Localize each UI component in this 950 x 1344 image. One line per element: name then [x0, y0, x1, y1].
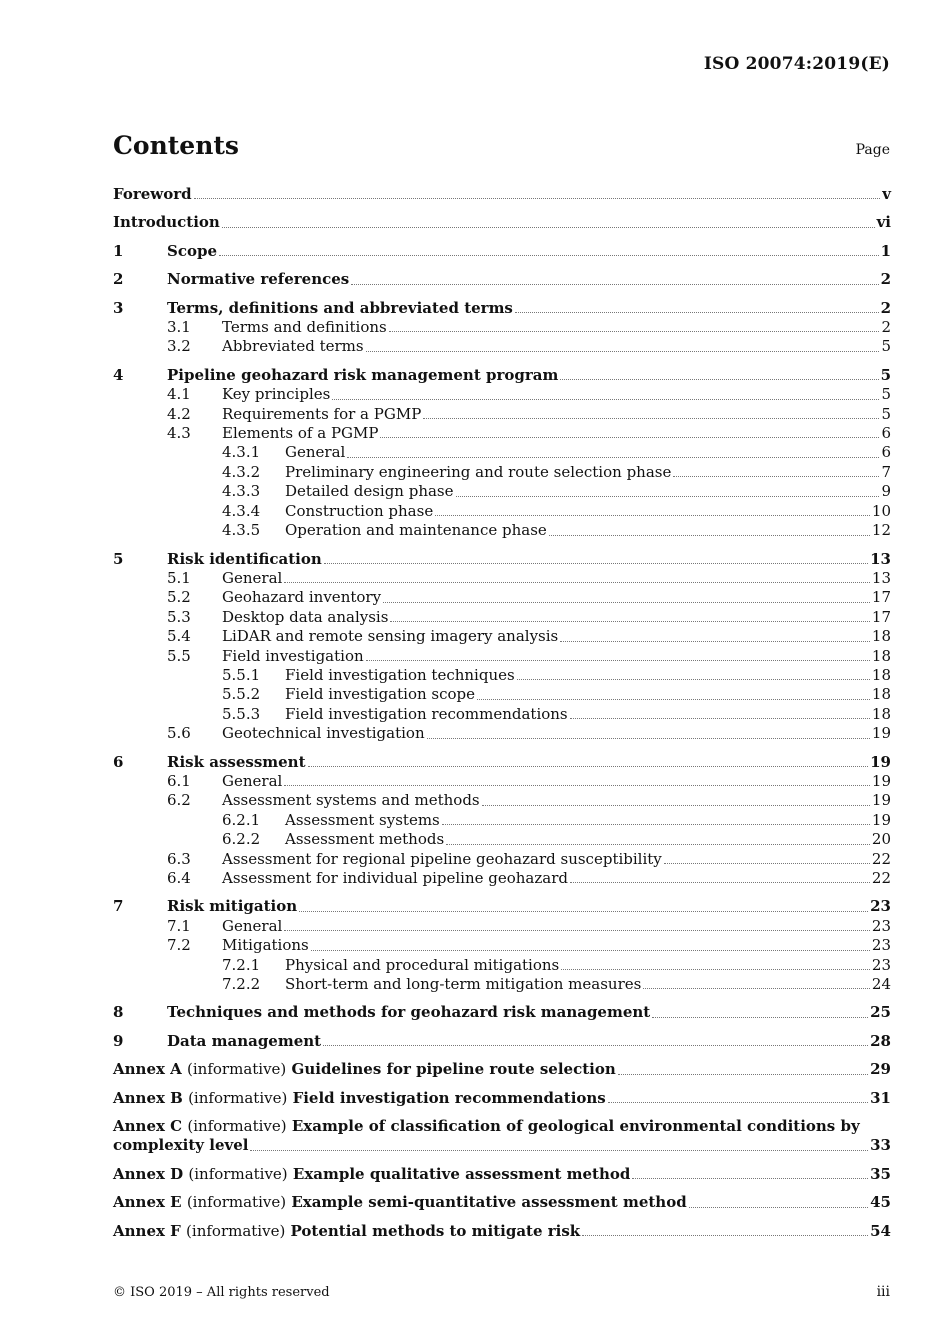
leader-dots — [689, 1207, 868, 1208]
toc-entry-5-1[interactable] — [113, 569, 891, 588]
toc-number: 8 — [113, 1003, 124, 1022]
toc-title: Field investigation recommendations — [292, 1088, 606, 1107]
toc-page: 18 — [871, 685, 891, 704]
leader-dots — [570, 882, 870, 883]
toc-entry-annex-e[interactable] — [113, 1193, 891, 1212]
toc-page: 28 — [870, 1031, 891, 1050]
toc-title: Operation and maintenance phase — [285, 521, 547, 540]
toc-number: 7.2.2 — [222, 975, 261, 994]
toc-title: Example qualitative assessment method — [292, 1164, 631, 1183]
toc-page: 5 — [881, 404, 891, 423]
toc-entry-6-1[interactable] — [113, 772, 891, 791]
toc-number: 4 — [113, 365, 124, 384]
toc-page: 54 — [870, 1221, 891, 1240]
leader-dots — [250, 1150, 868, 1151]
leader-dots — [383, 602, 870, 603]
toc-page: 6 — [881, 424, 891, 443]
toc-entry-4-3-3[interactable] — [113, 482, 891, 501]
toc-title: Terms and definitions — [222, 318, 387, 337]
toc-page: 23 — [870, 897, 891, 916]
toc-number: 4.1 — [167, 385, 191, 404]
toc-title: Abbreviated terms — [222, 337, 364, 356]
page-title: Contents — [113, 131, 240, 160]
leader-dots — [456, 496, 880, 497]
toc-title: Desktop data analysis — [222, 607, 389, 626]
leader-dots — [517, 679, 870, 680]
toc-entry-3[interactable] — [113, 299, 891, 318]
toc-page: 5 — [880, 365, 891, 384]
toc-number: 4.3.4 — [222, 501, 261, 520]
toc-entry-4-3-2[interactable] — [113, 463, 891, 482]
toc-title: Assessment for regional pipeline geohazard susceptibility — [222, 849, 662, 868]
toc-number: 4.3.5 — [222, 521, 261, 540]
toc-page: 18 — [871, 704, 891, 723]
toc-entry-2[interactable] — [113, 270, 891, 289]
toc-entry-1[interactable] — [113, 242, 891, 261]
toc-title: Techniques and methods for geohazard risk management — [167, 1003, 651, 1022]
toc-entry-5[interactable] — [113, 550, 891, 569]
toc-entry-5-2[interactable] — [113, 588, 891, 607]
toc-entry-5-5-1[interactable] — [113, 666, 891, 685]
toc-page: 19 — [871, 771, 891, 790]
toc-title: Detailed design phase — [285, 482, 454, 501]
annex-label: Annex B — [113, 1088, 183, 1107]
leader-dots — [389, 331, 880, 332]
leader-dots — [366, 351, 880, 352]
toc-title: Risk identification — [167, 549, 322, 568]
toc-number: 4.3.2 — [222, 462, 261, 481]
toc-title: Normative references — [167, 270, 350, 289]
toc-entry-7-1[interactable] — [113, 917, 891, 936]
toc-entry-4-1[interactable] — [113, 385, 891, 404]
toc-page: 19 — [871, 791, 891, 810]
toc-entry-5-6[interactable] — [113, 724, 891, 743]
toc-title: Example semi-quantitative assessment method — [291, 1193, 687, 1212]
toc-page: 17 — [871, 607, 891, 626]
toc-page: 18 — [871, 627, 891, 646]
toc-title: Elements of a PGMP — [222, 424, 379, 443]
toc-number: 7 — [113, 897, 124, 916]
toc-entry-4-3-4[interactable] — [113, 502, 891, 521]
toc-page: 19 — [871, 724, 891, 743]
toc-page: 2 — [881, 318, 891, 337]
toc-number: 3 — [113, 298, 124, 317]
toc-page: 18 — [871, 646, 891, 665]
toc-page: 9 — [881, 482, 891, 501]
toc-page: 2 — [880, 270, 891, 289]
toc-entry-3-2[interactable] — [113, 337, 891, 356]
toc-page: 45 — [870, 1193, 891, 1212]
toc-entry-6-3[interactable] — [113, 850, 891, 869]
toc-title-continued: complexity level — [113, 1136, 249, 1155]
toc-title: LiDAR and remote sensing imagery analysis — [222, 627, 559, 646]
toc-number: 5.5.2 — [222, 685, 261, 704]
toc-page: 18 — [871, 665, 891, 684]
leader-dots — [442, 824, 870, 825]
annex-heading — [113, 1089, 606, 1108]
annex-informative: (informative) — [187, 1117, 287, 1136]
toc-entry-annex-f[interactable] — [113, 1222, 891, 1241]
annex-informative: (informative) — [188, 1088, 288, 1107]
leader-dots — [560, 379, 878, 380]
toc-entry-5-5-2[interactable] — [113, 685, 891, 704]
toc-page: 10 — [871, 501, 891, 520]
toc-page: 23 — [871, 936, 891, 955]
toc-entry-6-2-2[interactable] — [113, 830, 891, 849]
toc-page: 19 — [870, 752, 891, 771]
toc-entry-6[interactable] — [113, 753, 891, 772]
leader-dots — [380, 437, 879, 438]
toc-page: 35 — [870, 1164, 891, 1183]
toc-number: 6.2.1 — [222, 810, 261, 829]
toc-title: Pipeline geohazard risk management program — [167, 365, 559, 384]
leader-dots — [482, 805, 870, 806]
toc-entry-4-2[interactable] — [113, 405, 891, 424]
toc-entry-7-2[interactable] — [113, 936, 891, 955]
toc-page: 22 — [871, 869, 891, 887]
toc-page: 7 — [881, 462, 891, 481]
leader-dots — [515, 312, 879, 313]
toc-number: 5.5 — [167, 646, 191, 665]
toc-title: Introduction — [113, 213, 220, 232]
toc-page: 6 — [881, 443, 891, 462]
leader-dots — [570, 718, 870, 719]
leader-dots — [561, 969, 870, 970]
leader-dots — [308, 766, 869, 767]
leader-dots — [284, 582, 870, 583]
page-column-label: Page — [855, 142, 890, 158]
annex-heading — [113, 1193, 687, 1212]
toc-page: vi — [876, 213, 891, 232]
toc-entry-3-1[interactable] — [113, 318, 891, 337]
toc-title: Scope — [167, 241, 218, 260]
annex-label: Annex E — [113, 1193, 182, 1212]
toc-page: 29 — [870, 1060, 891, 1079]
toc-number: 4.2 — [167, 404, 191, 423]
annex-informative: (informative) — [186, 1193, 287, 1212]
toc-title: General — [222, 916, 283, 935]
annex-label: Annex F — [113, 1221, 181, 1240]
toc-page: 25 — [870, 1003, 891, 1022]
toc-title: Assessment systems — [285, 810, 440, 829]
leader-dots — [222, 227, 875, 228]
toc-entry-7-2-1[interactable] — [113, 956, 891, 975]
toc-title: Field investigation — [222, 646, 364, 665]
toc-title: Data management — [167, 1031, 322, 1050]
toc-entry-5-5[interactable] — [113, 647, 891, 666]
toc-title: Field investigation scope — [285, 685, 476, 704]
toc-title: Geotechnical investigation — [222, 724, 425, 743]
toc-title: General — [285, 443, 346, 462]
toc-page: 5 — [881, 385, 891, 404]
toc-number: 5.2 — [167, 588, 191, 607]
toc-title: Risk assessment — [167, 752, 306, 771]
toc-title: Potential methods to mitigate risk — [290, 1221, 581, 1240]
leader-dots — [673, 476, 879, 477]
leader-dots — [194, 198, 881, 199]
toc-number: 6.2.2 — [222, 830, 261, 849]
leader-dots — [347, 457, 879, 458]
toc-title: Guidelines for pipeline route selection — [291, 1060, 616, 1079]
toc-number: 7.1 — [167, 916, 191, 935]
toc-page: 19 — [871, 810, 891, 829]
toc-title: Example of classification of geological environmental conditions by — [291, 1117, 860, 1136]
toc-title: Short-term and long-term mitigation measures — [285, 975, 642, 994]
toc-entry-9[interactable] — [113, 1032, 891, 1051]
toc-entry-8[interactable] — [113, 1003, 891, 1022]
toc-number: 5 — [113, 549, 124, 568]
toc-number: 6.3 — [167, 849, 191, 868]
toc-page: 13 — [870, 549, 891, 568]
toc-title: Assessment for individual pipeline geohazard — [222, 869, 568, 887]
toc-title: Field investigation recommendations — [285, 704, 568, 723]
leader-dots — [299, 911, 868, 912]
leader-dots — [366, 660, 870, 661]
toc-number: 6.1 — [167, 771, 191, 790]
toc-page: 20 — [871, 830, 891, 849]
toc-entry-5-5-3[interactable] — [113, 705, 891, 724]
toc-title: Assessment systems and methods — [222, 791, 480, 810]
toc-page: 12 — [871, 521, 891, 540]
annex-heading — [113, 1117, 891, 1136]
toc-number: 6.2 — [167, 791, 191, 810]
leader-dots — [608, 1102, 868, 1103]
toc-page: 23 — [871, 916, 891, 935]
standard-id: ISO 20074:2019(E) — [703, 54, 890, 74]
toc-page: 13 — [871, 568, 891, 587]
leader-dots — [324, 563, 868, 564]
toc-number: 9 — [113, 1031, 124, 1050]
leader-dots — [423, 418, 879, 419]
leader-dots — [390, 621, 869, 622]
copyright-notice: © ISO 2019 – All rights reserved — [113, 1285, 330, 1300]
toc-number: 4.3 — [167, 424, 191, 443]
annex-label: Annex A — [113, 1060, 182, 1079]
toc-number: 7.2.1 — [222, 955, 261, 974]
toc-title: Preliminary engineering and route selection phase — [285, 462, 672, 481]
toc-number: 5.5.3 — [222, 704, 261, 723]
toc-page: 17 — [871, 588, 891, 607]
toc-entry-4-3[interactable] — [113, 424, 891, 443]
toc-number: 6.4 — [167, 869, 191, 887]
leader-dots — [446, 844, 870, 845]
toc-page: 2 — [880, 298, 891, 317]
toc-entry-7[interactable] — [113, 897, 891, 916]
toc-number: 7.2 — [167, 936, 191, 955]
annex-label: Annex C — [113, 1117, 183, 1136]
toc-entry-annex-c[interactable] — [113, 1117, 891, 1156]
toc-page: 24 — [871, 975, 891, 994]
toc-title: General — [222, 771, 283, 790]
toc-entry-4-3-5[interactable] — [113, 521, 891, 540]
leader-dots — [643, 988, 870, 989]
leader-dots — [332, 399, 879, 400]
toc-title: Requirements for a PGMP — [222, 404, 422, 423]
toc-title: Terms, definitions and abbreviated terms — [167, 298, 513, 317]
leader-dots — [323, 1045, 868, 1046]
annex-continuation — [113, 1136, 891, 1155]
toc-entry-annex-d[interactable] — [113, 1165, 891, 1184]
toc-number: 5.5.1 — [222, 665, 261, 684]
toc-title: Construction phase — [285, 501, 434, 520]
toc-number: 4.3.1 — [222, 443, 261, 462]
toc-title: Key principles — [222, 385, 331, 404]
toc-entry-6-2[interactable] — [113, 791, 891, 810]
toc-number: 4.3.3 — [222, 482, 261, 501]
leader-dots — [632, 1178, 868, 1179]
toc-title: General — [222, 568, 283, 587]
toc-number: 5.1 — [167, 568, 191, 587]
annex-heading — [113, 1165, 630, 1184]
leader-dots — [219, 255, 879, 256]
table-of-contents — [113, 185, 891, 1241]
toc-page: 5 — [881, 337, 891, 356]
toc-number: 1 — [113, 241, 124, 260]
toc-entry-5-3[interactable] — [113, 608, 891, 627]
leader-dots — [582, 1235, 868, 1236]
annex-informative: (informative) — [186, 1221, 286, 1240]
toc-number: 5.6 — [167, 724, 191, 743]
toc-title: Physical and procedural mitigations — [285, 955, 560, 974]
leader-dots — [284, 930, 870, 931]
toc-number: 2 — [113, 270, 124, 289]
toc-page: 23 — [871, 955, 891, 974]
toc-entry-annex-b[interactable] — [113, 1089, 891, 1108]
toc-title: Foreword — [113, 185, 192, 203]
toc-page: v — [882, 185, 891, 203]
toc-page: 33 — [870, 1136, 891, 1155]
toc-title: Assessment methods — [285, 830, 445, 849]
toc-title: Mitigations — [222, 936, 309, 955]
annex-heading — [113, 1222, 580, 1241]
annex-heading — [113, 1060, 616, 1079]
toc-title: Geohazard inventory — [222, 588, 382, 607]
leader-dots — [427, 738, 870, 739]
annex-label: Annex D — [113, 1164, 184, 1183]
toc-number: 3.2 — [167, 337, 191, 356]
toc-title: Risk mitigation — [167, 897, 298, 916]
toc-page: 1 — [880, 241, 891, 260]
leader-dots — [549, 535, 870, 536]
leader-dots — [477, 699, 870, 700]
toc-entry-4-3-1[interactable] — [113, 443, 891, 462]
toc-entry-6-4[interactable] — [113, 869, 891, 888]
leader-dots — [435, 515, 870, 516]
annex-informative: (informative) — [187, 1060, 287, 1079]
page-number: iii — [876, 1284, 890, 1300]
leader-dots — [664, 863, 870, 864]
toc-entry-foreword[interactable] — [113, 185, 891, 204]
leader-dots — [284, 785, 870, 786]
toc-page: 22 — [871, 849, 891, 868]
toc-entry-6-2-1[interactable] — [113, 811, 891, 830]
toc-entry-5-4[interactable] — [113, 627, 891, 646]
leader-dots — [652, 1017, 868, 1018]
toc-entry-annex-a[interactable] — [113, 1060, 891, 1079]
toc-entry-introduction[interactable] — [113, 213, 891, 232]
leader-dots — [560, 641, 870, 642]
toc-title: Field investigation techniques — [285, 665, 515, 684]
toc-number: 5.4 — [167, 627, 191, 646]
toc-entry-4[interactable] — [113, 366, 891, 385]
toc-number: 5.3 — [167, 607, 191, 626]
toc-entry-7-2-2[interactable] — [113, 975, 891, 994]
toc-page: 31 — [870, 1088, 891, 1107]
toc-number: 3.1 — [167, 318, 191, 337]
leader-dots — [618, 1074, 868, 1075]
toc-number: 6 — [113, 752, 124, 771]
leader-dots — [311, 950, 870, 951]
leader-dots — [351, 284, 878, 285]
annex-informative: (informative) — [188, 1164, 288, 1183]
